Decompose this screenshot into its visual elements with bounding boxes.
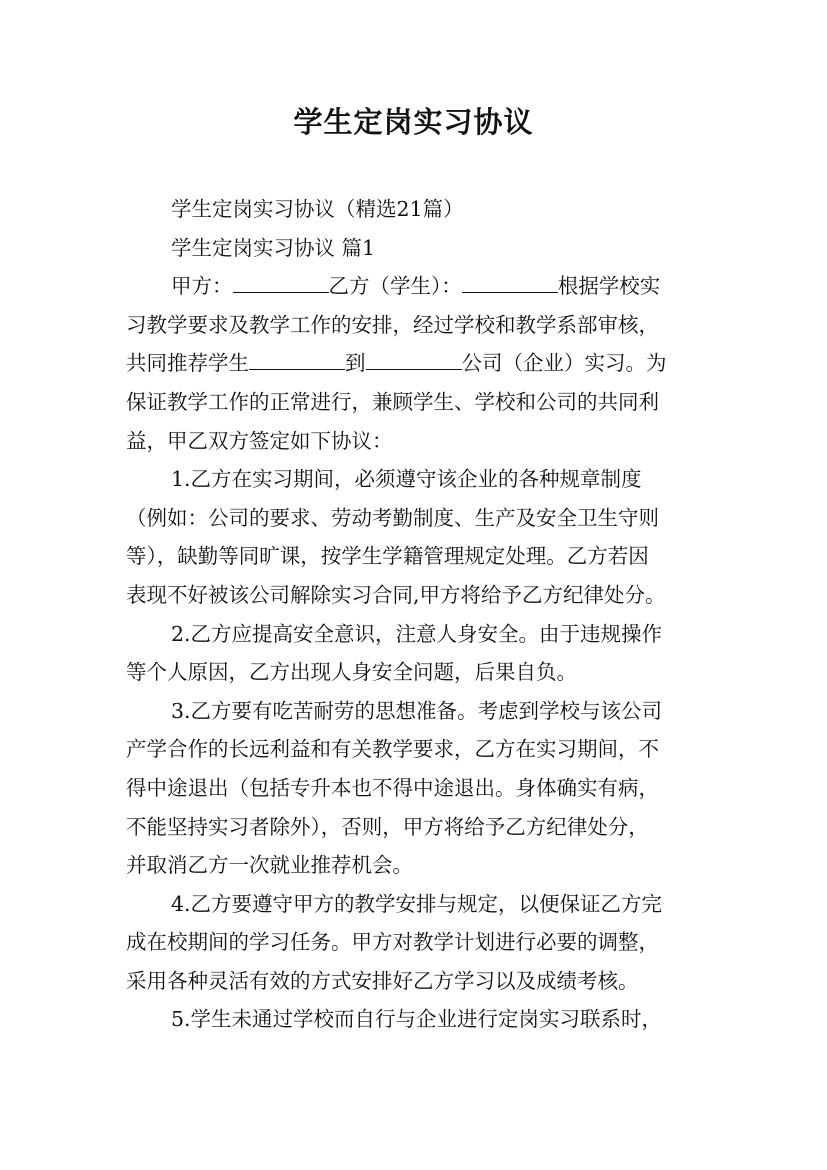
blank-field bbox=[462, 273, 558, 293]
body-line: 甲方： 乙方（学生）： 根据学校实 bbox=[171, 274, 661, 299]
body-line: 等），缺勤等同旷课，按学生学籍管理规定处理。乙方若因 bbox=[126, 544, 649, 569]
body-line: 表现不好被该公司解除实习合同,甲方将给予乙方纪律处分。 bbox=[126, 582, 666, 607]
body-line: 3.乙方要有吃苦耐劳的思想准备。考虑到学校与该公司 bbox=[171, 698, 663, 723]
body-line: 等个人原因，乙方出现人身安全问题，后果自负。 bbox=[126, 660, 577, 685]
body-line: 2.乙方应提高安全意识，注意人身安全。由于违规操作 bbox=[171, 621, 663, 646]
body-line: 不能坚持实习者除外），否则，甲方将给予乙方纪律处分， bbox=[126, 814, 649, 839]
body-line: 5.学生未通过学校而自行与企业进行定岗实习联系时， bbox=[171, 1007, 663, 1032]
body-line: 得中途退出（包括专升本也不得中途退出。身体确实有病， bbox=[126, 775, 659, 800]
body-line: 4.乙方要遵守甲方的教学安排与规定，以便保证乙方完 bbox=[171, 891, 663, 916]
document-title: 学生定岗实习协议 bbox=[293, 105, 534, 139]
body-line: 习教学要求及教学工作的安排，经过学校和教学系部审核， bbox=[126, 312, 659, 337]
body-line: 采用各种灵活有效的方式安排好乙方学习以及成绩考核。 bbox=[126, 968, 639, 993]
body-line: 保证教学工作的正常进行，兼顾学生、学校和公司的共同利 bbox=[126, 389, 659, 414]
blank-field bbox=[366, 350, 462, 370]
body-line: 成在校期间的学习任务。甲方对教学计划进行必要的调整， bbox=[126, 930, 659, 955]
blank-field bbox=[233, 273, 329, 293]
body-line: 1.乙方在实习期间，必须遵守该企业的各种规章制度 bbox=[171, 467, 642, 492]
document-body bbox=[126, 190, 714, 1039]
body-line: （例如：公司的要求、劳动考勤制度、生产及安全卫生守则 bbox=[126, 505, 659, 530]
body-line: 益，甲乙双方签定如下协议： bbox=[126, 428, 393, 453]
blank-field bbox=[249, 350, 345, 370]
body-line: 产学合作的长远利益和有关教学要求，乙方在实习期间，不 bbox=[126, 737, 659, 762]
body-line: 共同推荐学生 到 公司（企业）实习。为 bbox=[126, 351, 667, 376]
body-line: 学生定岗实习协议 篇1 bbox=[171, 235, 376, 260]
body-line: 学生定岗实习协议（精选21篇） bbox=[171, 197, 464, 221]
body-line: 并取消乙方一次就业推荐机会。 bbox=[126, 853, 413, 878]
